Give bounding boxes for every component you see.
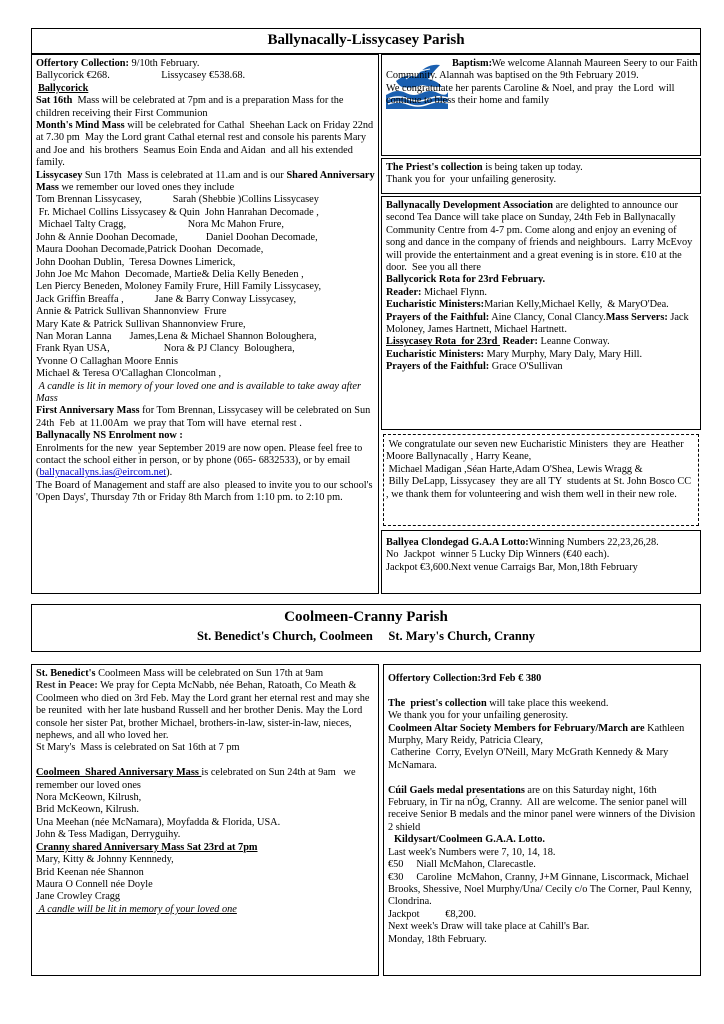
pf-text: Aine Clancy, Conal Clancy.	[489, 311, 606, 323]
anniversary-names: Tom Brennan Lissycasey, Sarah (Shebbie )Collins Lissycasey Fr. Michael Collins Lissycasey & Quin John Hanrahan Decomade , Michael Talty Cragg, Nora Mc Mahon Frure, John & Annie Doohan Decomade, Daniel Doohan Decomade, Maura Doohan Decomade,Patrick Doohan Decomade, John Doohan Dublin, Teresa Downes Limerick, John Joe Mc Mahon Decomade, Martie& Delia Kelly Beneden , Len Piercy Beneden, Moloney Family Frure, Hill Family Lissycasey, Jack Griffin Breaffa , Jane & Barry Conway Lissycasey, Annie & Patrick Sullivan Shannonview Frure Mary Kate & Patrick Sullivan Shannonview Frure, Nan Moran Lanna James,Lena & Michael Shannon Boloughera, Frank Ryan USA, Nora & PJ Clancy Boloughera, Yvonne O Callaghan Moore Ennis Michael & Teresa O'Callaghan Cloncolman ,	[36, 194, 322, 380]
first-anniversary-label: First Anniversary Mass	[36, 405, 140, 417]
parish2-right-text	[388, 673, 701, 946]
ballyea-lotto-box	[381, 530, 701, 594]
development-rota-box	[381, 196, 701, 430]
altar-society-text: Kathleen Murphy, Mary Reidy, Patricia Cleary, Catherine Corry, Evelyn O'Neill, Mary McGrath Kennedy & Mary McNamara.	[388, 722, 685, 771]
parish1-left-column	[31, 54, 379, 594]
congratulations-text: We congratulate our seven new Eucharistic Ministers they are Heather Moore Ballynacally , Harry Keane, Michael Madigan ,Séan Harte,Adam O'Shea, Lewis Wragg & Billy DeLapp, Lissycasey they are all TY students at St. John Bosco CC , we thank them for volunteering and wish them well in their new role.	[386, 439, 692, 500]
sat-label: Sat 16th	[36, 95, 73, 107]
candle-text-2: A candle will be lit in memory of your loved one	[36, 903, 237, 915]
em-text: Marian Kelly,Michael Kelly, & MaryO'Dea.	[484, 299, 672, 311]
board-text: The Board of Management and staff are also pleased to invite you to our school's 'Open Days', Thursday 7th or Friday 8th March from 1:10 pm. to 2:10 pm.	[36, 479, 376, 504]
lissycasey-text: Sun 17th Mass is celebrated at 11.am and is our	[82, 169, 287, 181]
priest-collection-label-2: The priest's collection	[388, 697, 487, 709]
lissy-reader-label: Reader:	[499, 336, 538, 348]
offertory-label: Offertory Collection:	[36, 58, 129, 69]
cranny-names: Mary, Kitty & Johnny Kennnedy, Brid Keenan née Shannon Maura O Connell née Doyle Jane Crowley Cragg	[36, 854, 174, 903]
months-mind-label: Month's Mind Mass	[36, 120, 125, 132]
parish1-left-text	[36, 58, 379, 505]
rip-label: Rest in Peace:	[36, 680, 98, 692]
cuil-gaels-text: are on this Saturday night, 16th February, in Tir na nÓg, Cranny. All are welcome. The senior panel will receive Senior B medals and the minor panel were winners of the Division 2 shield	[388, 784, 701, 833]
reader-text: Michael Flynn.	[421, 286, 487, 298]
parish1-title-box	[31, 28, 701, 54]
priest-collection-text	[386, 162, 698, 187]
parish1-title: Ballynacally-Lissycasey Parish	[267, 32, 465, 48]
months-mind-text: will be celebrated for Cathal Sheehan Lack on Friday 22nd at 7.30 pm May the Lord grant Cathal eternal rest and console his parents Mary and Joe and his brothers Seamus Eoin Enda and Aidan and all his extended family.	[36, 120, 379, 169]
offertory-amounts: Ballycorick €268. Lissycasey €538.68.	[36, 70, 246, 82]
sat-text: Mass will be celebrated at 7pm and is a preparation Mass for the children receiving their First Communion	[36, 95, 346, 119]
congratulations-box	[383, 434, 699, 526]
lissy-reader-text: Leanne Conway.	[537, 336, 610, 348]
reader-label: Reader:	[386, 286, 422, 298]
cranny-shared-heading: Cranny shared Anniversary Mass Sat 23rd at 7pm	[36, 841, 258, 853]
cuil-gaels-label: Cúil Gaels medal presentations	[388, 784, 525, 796]
parish2-subtitle: St. Benedict's Church, Coolmeen St. Mary's Church, Cranny	[196, 629, 536, 643]
baptism-label: Baptism:	[452, 58, 493, 69]
altar-society-label: Coolmeen Altar Society Members for February/March are	[388, 722, 645, 734]
lissycasey-rota-heading: Lissycasey Rota for 23rd	[386, 336, 500, 348]
coolmeen-shared-text: is celebrated on Sun 24th at 9am we remember our loved ones	[36, 767, 359, 791]
enrolment-text: Enrolments for the new year September 2019 are now open. Please feel free to contact the school either in person, or by phone (065- 6832533), or by email (	[36, 442, 365, 479]
school-email-link[interactable]: ballynacallyns.ias@eircom.net	[39, 467, 167, 479]
parish2-left-column	[31, 664, 379, 976]
offertory-heading-2: Offertory Collection:3rd Feb € 380	[388, 673, 542, 684]
development-label: Ballynacally Development Association	[386, 200, 554, 211]
lissy-em-text: Mary Murphy, Mary Daly, Mary Hill.	[484, 348, 643, 360]
ms-text: Jack Moloney, James Hartnett, Michael Hartnett.	[386, 311, 692, 336]
ballycorick-rota-heading: Ballycorick Rota for 23rd February.	[386, 274, 546, 286]
em-label: Eucharistic Ministers:	[386, 299, 485, 311]
first-anniversary-text: for Tom Brennan, Lissycasey will be celebrated on Sun 24th Feb at 11.00Am we pray that Tom will have eternal rest .	[36, 405, 373, 429]
shared-anniversary-label: Shared Anniversary Mass	[36, 169, 378, 194]
benedict-label: St. Benedict's	[36, 668, 96, 679]
lissycasey-label: Lissycasey	[36, 169, 83, 181]
ballyea-lotto-text	[386, 537, 698, 574]
candle-text: A candle is lit in memory of your loved one and is available to take away after Mass	[36, 380, 364, 404]
baptism-box	[381, 54, 701, 156]
benedict-text: Coolmeen Mass will be celebrated on Sun 17th at 9am	[95, 668, 324, 679]
baptism-text	[386, 58, 698, 108]
baptism-body: We welcome Alannah Maureen Seery to our Faith Community. Alannah was baptised on the 9th February 2019. We congratulate her parents Caroline & Noel, and pray the Lord will continue to bless their home and family	[386, 58, 698, 107]
ballycorick-heading: Ballycorick	[38, 82, 89, 94]
marys-mass-text: St Mary's Mass is celebrated on Sat 16th at 7 pm	[36, 742, 240, 754]
priest-collection-body: is being taken up today. Thank you for your unfailing generosity.	[386, 162, 583, 186]
kildysart-lotto-label: Kildysart/Coolmeen G.A.A. Lotto.	[394, 834, 546, 846]
parish2-left-text	[36, 668, 376, 916]
rip-text: We pray for Cepta McNabb, née Behan, Ratoath, Co Meath & Coolmeen who died on 3rd Feb. May the Lord grant her eternal rest and may she be reunited with her late husband Russell and her brother Denis. May the Lord console her sister Pat, brother Michael, brothers-in-law, sister-in-law, nieces, nephews, and all who loved her.	[36, 680, 372, 742]
lissy-em-label: Eucharistic Ministers:	[386, 348, 485, 360]
kildysart-lotto-text: Last week's Numbers were 7, 10, 14, 18. €50 Niall McMahon, Clarecastle. €30 Caroline McMahon, Cranny, J+M Ginnane, Liscormack, Michael Brooks, Shessive, Noel Murphy/Una/ Cecily c/o The Corner, Paul Kenny, Clondrina. Jackpot €8,200. Next week's Draw will take place at Cahill's Bar. Monday, 18th February.	[388, 846, 692, 945]
coolmeen-names: Nora McKeown, Kilrush, Brid McKeown, Kilrush. Una Meehan (née McNamara), Moyfadda & Florida, USA. John & Tess Madigan, Derryguihy.	[36, 792, 281, 841]
lissy-pf-text: Grace O'Sullivan	[489, 361, 563, 373]
priest-collection-box	[381, 158, 701, 194]
shared-anniversary-text: we remember our loved ones they include	[58, 182, 235, 194]
pf-label: Prayers of the Faithful:	[386, 311, 490, 323]
enrolment-text-end: ).	[166, 467, 173, 479]
enrolment-label: Ballynacally NS Enrolment now :	[36, 430, 183, 442]
priest-collection-label: The Priest's collection	[386, 162, 483, 173]
development-text: are delighted to announce our second Tea Dance will take place on Sunday, 24th Feb in Ballynacally Community Centre from 4-7 pm. Come along and enjoy an evening of song and dance in the company of friends and neighbours. Larry McEvoy will provide the entertainment and a great evening is in store. €10 at the door. See you all there	[386, 200, 695, 274]
ballyea-lotto-label: Ballyea Clondegad G.A.A Lotto:	[386, 537, 529, 548]
ballyea-lotto-body: Winning Numbers 22,23,26,28. No Jackpot winner 5 Lucky Dip Winners (€40 each). Jackpot €3,600.Next venue Carraigs Bar, Mon,18th February	[386, 537, 659, 573]
coolmeen-shared-label: Coolmeen Shared Anniversary Mass	[36, 767, 202, 779]
lissy-pf-label: Prayers of the Faithful:	[386, 361, 490, 373]
parish2-title: Coolmeen-Cranny Parish	[284, 609, 448, 625]
priest-collection-text-2: will take place this weekend. We thank you for your unfailing generosity.	[388, 697, 609, 722]
parish2-title-box	[31, 604, 701, 652]
development-rota-text	[386, 200, 698, 374]
parish2-right-column	[383, 664, 701, 976]
ms-label: Mass Servers:	[605, 311, 668, 323]
offertory-date: 9/10th February.	[128, 58, 200, 69]
